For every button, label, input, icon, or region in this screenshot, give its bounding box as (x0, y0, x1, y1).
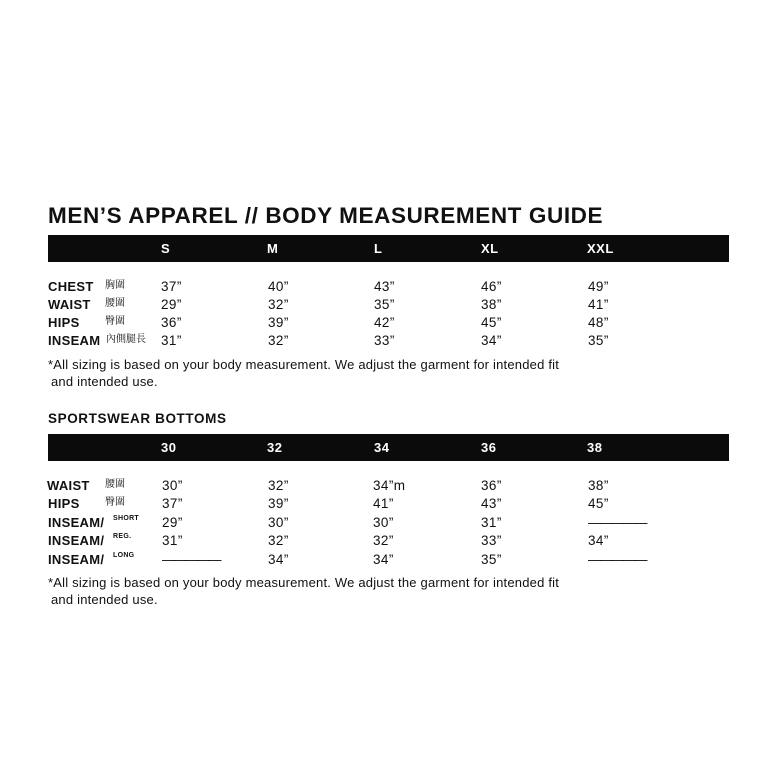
row-label-zh: 腰圍 (105, 479, 125, 490)
table-cell: 31” (161, 333, 182, 348)
row-label-sup: LONG (113, 552, 135, 559)
row-label: WAIST (47, 478, 90, 493)
table-row (0, 495, 778, 513)
table-cell: 34” (481, 333, 502, 348)
table-cell: 43” (481, 496, 502, 511)
table-cell: 38” (588, 478, 609, 493)
row-label-zh: 臀圍 (105, 316, 125, 327)
table-cell: 41” (588, 297, 609, 312)
row-label: INSEAM (48, 333, 101, 348)
table-cell: 49” (588, 279, 609, 294)
size-header-30: 30 (161, 440, 177, 455)
size-header-xxl: XXL (587, 241, 614, 256)
row-label-zh: 內側腿長 (106, 334, 146, 345)
table-cell: 36” (481, 478, 502, 493)
table-cell: 32” (268, 533, 289, 548)
table-cell: 34” (268, 552, 289, 567)
table-cell: 31” (481, 515, 502, 530)
table-cell: 34” (373, 552, 394, 567)
table-cell: 35” (374, 297, 395, 312)
note-line: and intended use. (51, 592, 158, 607)
table-cell: 37” (161, 279, 182, 294)
table-cell: 31” (162, 533, 183, 548)
table-cell: 33” (481, 533, 502, 548)
table-cell: 37” (162, 496, 183, 511)
row-label: INSEAM/ (48, 533, 105, 548)
row-label: HIPS (48, 496, 80, 511)
row-label: INSEAM/ (48, 552, 105, 567)
table-cell: ————— (162, 552, 220, 567)
size-header-m: M (267, 241, 279, 256)
table-cell: 48” (588, 315, 609, 330)
table-cell: 45” (588, 496, 609, 511)
note-line: and intended use. (51, 374, 158, 389)
table-row (0, 314, 778, 332)
section-title: SPORTSWEAR BOTTOMS (48, 411, 227, 426)
row-label: HIPS (48, 315, 80, 330)
table-cell: 29” (162, 515, 183, 530)
table-cell: 30” (268, 515, 289, 530)
table-cell: 43” (374, 279, 395, 294)
table-cell: 32” (268, 478, 289, 493)
bottoms-size-header (48, 434, 729, 461)
table-row (0, 532, 778, 550)
table-cell: ————— (588, 552, 646, 567)
page-title: MEN’S APPAREL // BODY MEASUREMENT GUIDE (48, 203, 604, 228)
table-cell: 32” (268, 333, 289, 348)
table-cell: 35” (481, 552, 502, 567)
row-label: INSEAM/ (48, 515, 105, 530)
table-row (0, 551, 778, 569)
table-row (0, 514, 778, 532)
row-label-sup: SHORT (113, 515, 139, 522)
table-cell: 39” (268, 496, 289, 511)
apparel-note (48, 356, 668, 390)
table-cell: 30” (373, 515, 394, 530)
size-header-s: S (161, 241, 171, 256)
table-cell: 30” (162, 478, 183, 493)
table-cell: 40” (268, 279, 289, 294)
size-header-38: 38 (587, 440, 603, 455)
row-label-zh: 腰圍 (105, 298, 125, 309)
table-cell: 39” (268, 315, 289, 330)
table-cell: 32” (373, 533, 394, 548)
table-cell: 32” (268, 297, 289, 312)
bottoms-note (48, 574, 668, 608)
size-header-36: 36 (481, 440, 497, 455)
table-cell: 33” (374, 333, 395, 348)
size-header-34: 34 (374, 440, 390, 455)
note-line: *All sizing is based on your body measurement. We adjust the garment for intended fit (48, 357, 560, 372)
size-header-l: L (374, 241, 383, 256)
row-label: WAIST (48, 297, 91, 312)
row-label-sup: REG. (113, 533, 132, 540)
table-cell: ————— (588, 515, 646, 530)
apparel-size-header (48, 235, 729, 262)
table-cell: 34” (588, 533, 609, 548)
table-cell: 35” (588, 333, 609, 348)
table-row (0, 332, 778, 350)
size-header-32: 32 (267, 440, 283, 455)
row-label-zh: 臀圍 (105, 497, 125, 508)
table-row (0, 296, 778, 314)
table-cell: 42” (374, 315, 395, 330)
table-cell: 46” (481, 279, 502, 294)
size-header-xl: XL (481, 241, 499, 256)
table-cell: 41” (373, 496, 394, 511)
table-cell: 38” (481, 297, 502, 312)
table-row (0, 278, 778, 296)
table-cell: 34”m (373, 478, 406, 493)
table-cell: 45” (481, 315, 502, 330)
table-row (0, 477, 778, 495)
table-cell: 29” (161, 297, 182, 312)
row-label-zh: 胸圍 (105, 280, 125, 291)
note-line: *All sizing is based on your body measurement. We adjust the garment for intended fit (48, 575, 560, 590)
row-label: CHEST (48, 279, 94, 294)
table-cell: 36” (161, 315, 182, 330)
